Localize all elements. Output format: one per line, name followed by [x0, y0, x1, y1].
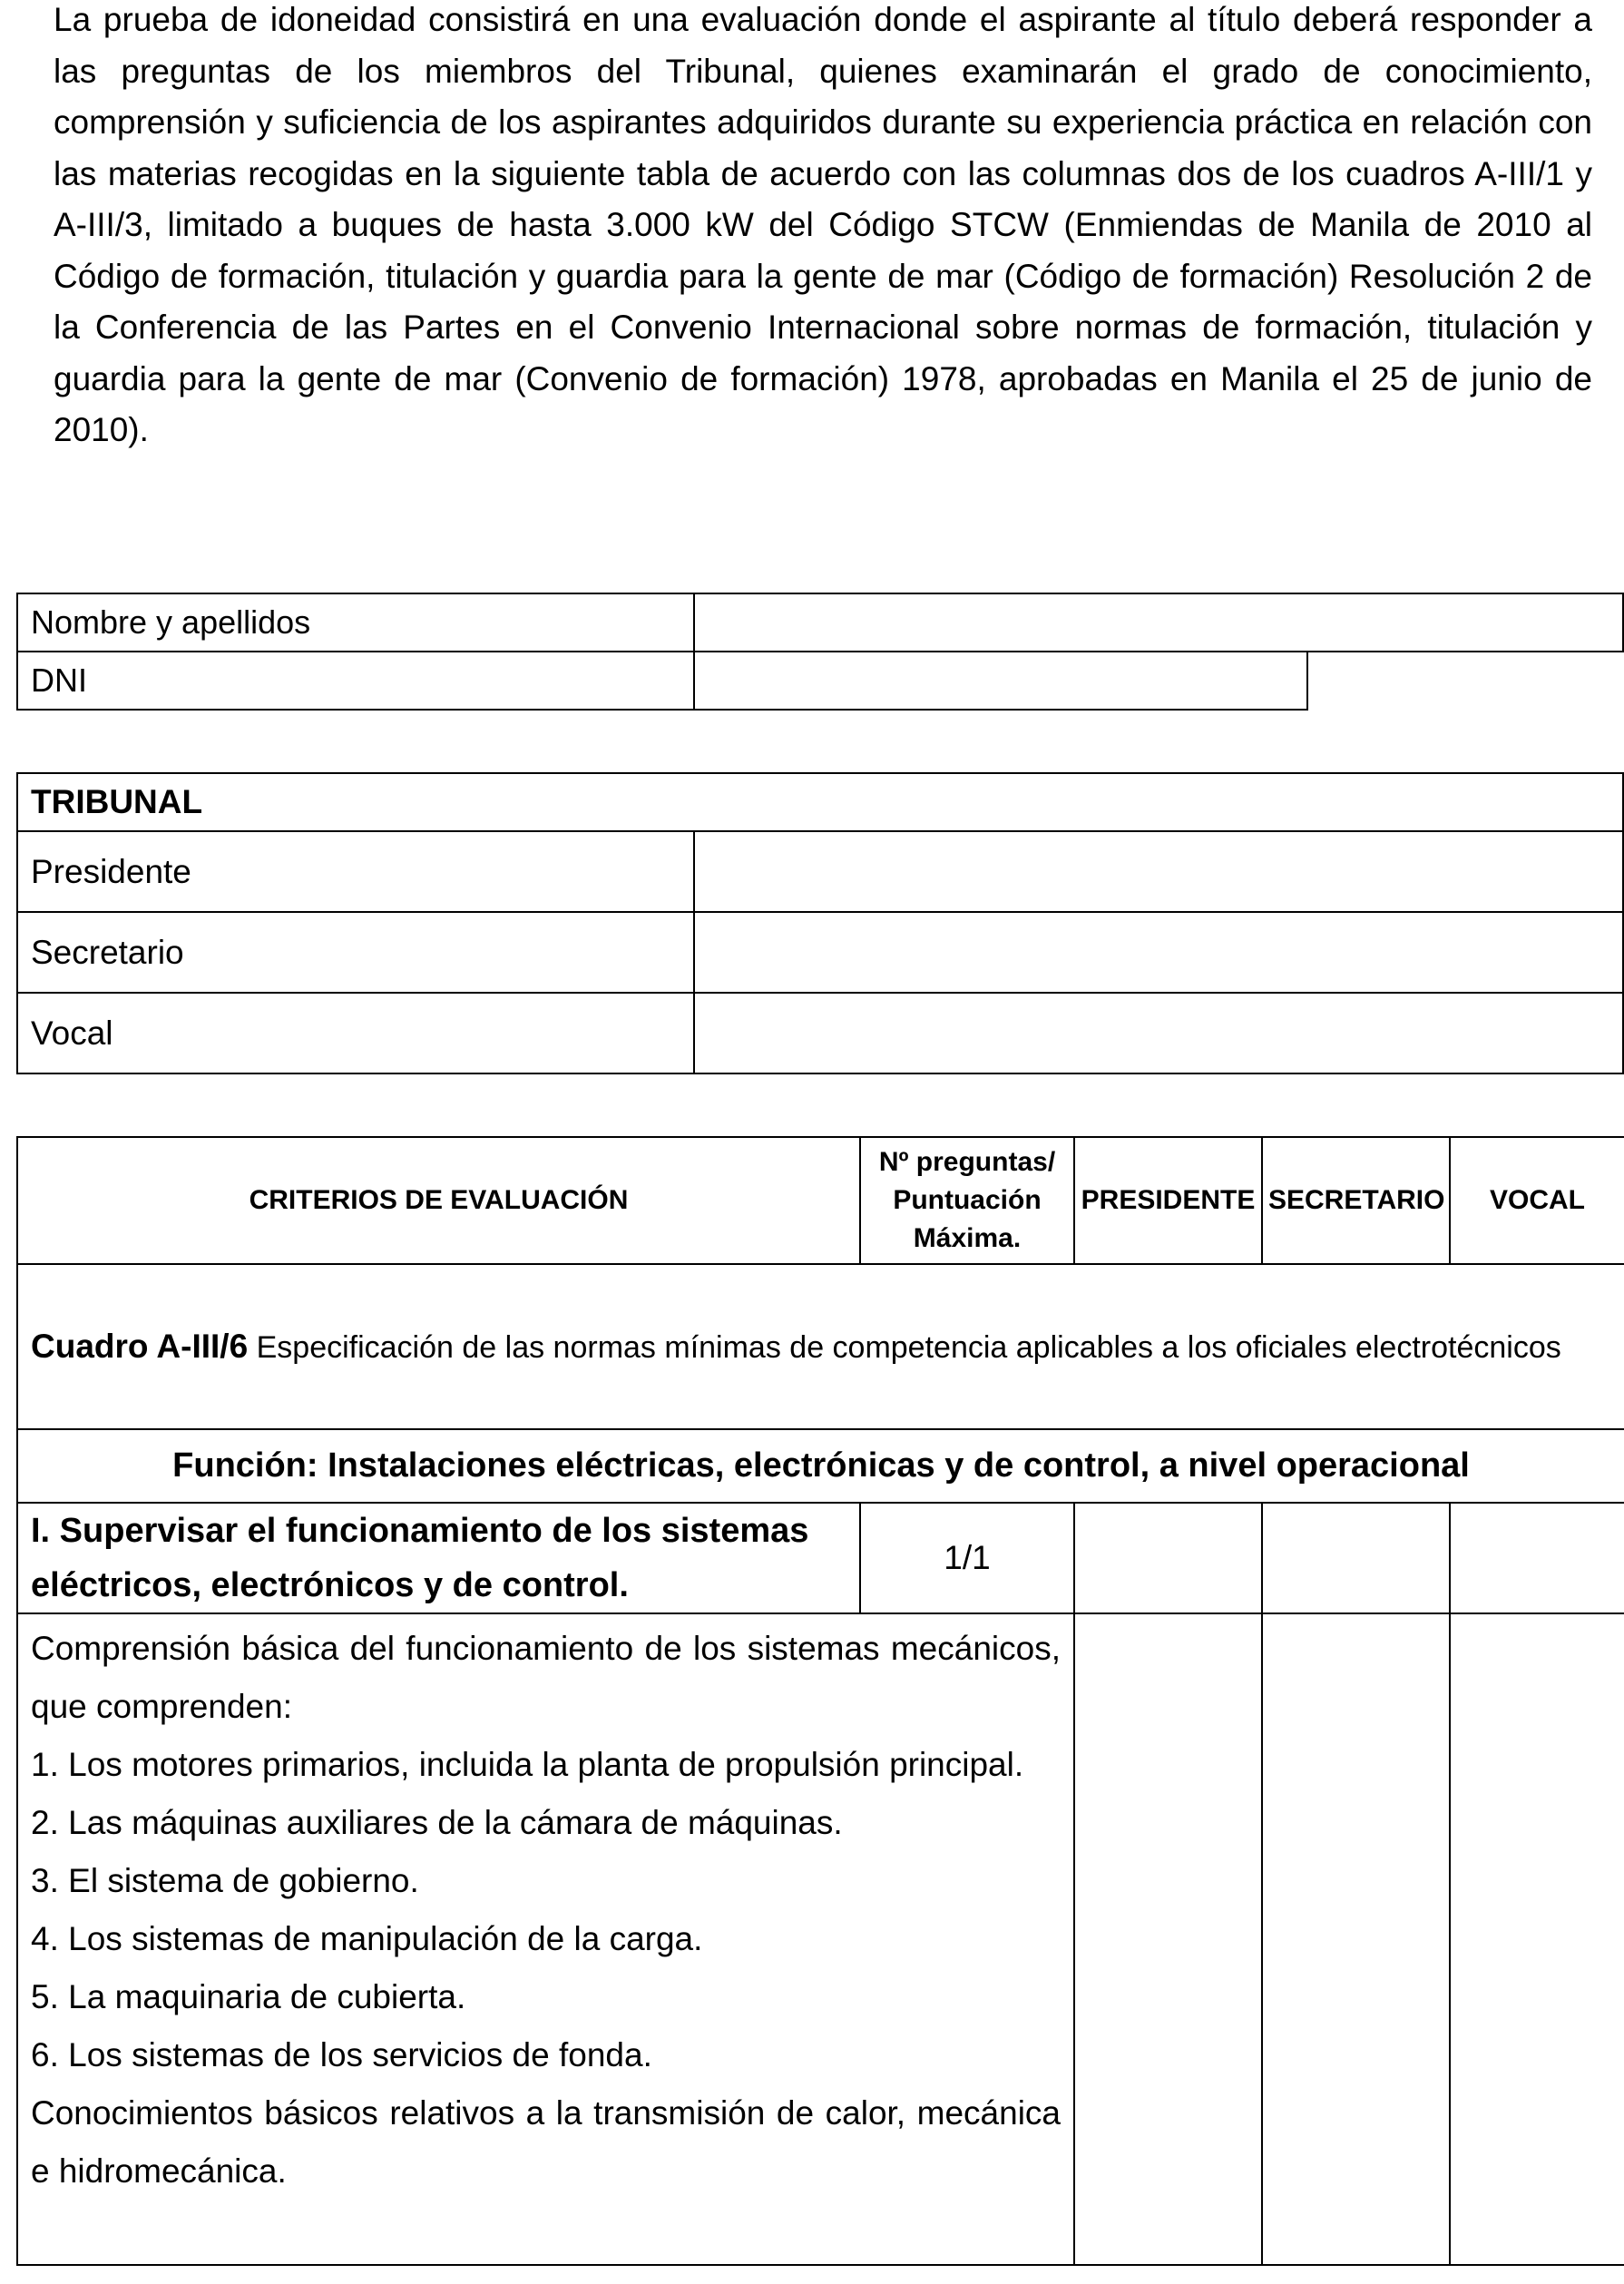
content-line: 1. Los motores primarios, incluida la planta de propulsión principal.: [31, 1746, 1024, 1783]
cuadro-row: [17, 1264, 1624, 1429]
dni-row: [17, 652, 1623, 710]
name-field[interactable]: [694, 593, 1623, 652]
header-vocal: VOCAL: [1450, 1137, 1624, 1264]
section-1-content-row: [17, 1613, 1624, 2265]
cuadro-cell: [17, 1264, 1624, 1429]
criteria-header-row: [17, 1137, 1624, 1264]
header-secretario: SECRETARIO: [1262, 1137, 1450, 1264]
content-line: 4. Los sistemas de manipulación de la carga.: [31, 1920, 703, 1957]
tribunal-field-presidente[interactable]: [694, 831, 1623, 912]
section-1-secretario-field[interactable]: [1262, 1503, 1450, 1613]
content-line: 2. Las máquinas auxiliares de la cámara de máquinas.: [31, 1804, 843, 1841]
content-vocal-field[interactable]: [1450, 1613, 1624, 2265]
section-1-content: [17, 1613, 1074, 2265]
content-presidente-field[interactable]: [1074, 1613, 1262, 2265]
section-1-vocal-field[interactable]: [1450, 1503, 1624, 1613]
tribunal-label-vocal: Vocal: [17, 993, 694, 1073]
tribunal-field-secretario[interactable]: [694, 912, 1623, 993]
section-1-score: 1/1: [860, 1503, 1074, 1613]
intro-paragraph: La prueba de idoneidad consistirá en una evaluación donde el aspirante al título deberá responder a las preguntas de los miembros del Tribunal, quienes examinarán el grado de conocimiento, comprensión y suficiencia de los aspirantes adquiridos durante su experiencia práctica en relación con las materias recogidas en la siguiente tabla de acuerdo con las columnas dos de los cuadros A-III/1 y A-III/3, limitado a buques de hasta 3.000 kW del Código STCW (Enmiendas de Manila de 2010 al Código de formación, titulación y guardia para la gente de mar (Código de formación) Resolución 2 de la Conferencia de las Partes en el Convenio Internacional sobre normas de formación, titulación y guardia para la gente de mar (Convenio de formación) 1978, aprobadas en Manila el 25 de junio de 2010).: [54, 1, 1592, 448]
name-row: [17, 593, 1623, 652]
criteria-table: [16, 1136, 1624, 2266]
content-line: Conocimientos básicos relativos a la transmisión de calor, mecánica e hidromecánica.: [31, 2094, 1061, 2190]
content-secretario-field[interactable]: [1262, 1613, 1450, 2265]
header-criterios: CRITERIOS DE EVALUACIÓN: [17, 1137, 860, 1264]
tribunal-header-row: [17, 773, 1623, 831]
header-preguntas: Nº preguntas/ Puntuación Máxima.: [860, 1137, 1074, 1264]
tribunal-row-vocal: [17, 993, 1623, 1073]
section-1-presidente-field[interactable]: [1074, 1503, 1262, 1613]
funcion-row: [17, 1429, 1624, 1503]
tribunal-field-vocal[interactable]: [694, 993, 1623, 1073]
dni-label: DNI: [17, 652, 694, 710]
content-line: 6. Los sistemas de los servicios de fonda.: [31, 2036, 652, 2073]
cuadro-description: Especificación de las normas mínimas de competencia aplicables a los oficiales electrotécnicos: [248, 1329, 1561, 1365]
section-1-title: I. Supervisar el funcionamiento de los sistemas eléctricos, electrónicos y de control.: [17, 1503, 860, 1613]
content-line: Comprensión básica del funcionamiento de los sistemas mecánicos, que comprenden:: [31, 1630, 1061, 1725]
tribunal-row-secretario: [17, 912, 1623, 993]
dni-row-spacer: [1307, 652, 1623, 710]
identification-table: [16, 593, 1624, 711]
dni-field[interactable]: [694, 652, 1307, 710]
tribunal-label-presidente: Presidente: [17, 831, 694, 912]
tribunal-row-presidente: [17, 831, 1623, 912]
name-label: Nombre y apellidos: [17, 593, 694, 652]
tribunal-label-secretario: Secretario: [17, 912, 694, 993]
content-line: 3. El sistema de gobierno.: [31, 1862, 419, 1899]
section-1-row: [17, 1503, 1624, 1613]
tribunal-title: TRIBUNAL: [17, 773, 1623, 831]
tribunal-table: [16, 772, 1624, 1074]
header-presidente: PRESIDENTE: [1074, 1137, 1262, 1264]
funcion-title: Función: Instalaciones eléctricas, electrónicas y de control, a nivel operacional: [17, 1429, 1624, 1503]
cuadro-code: Cuadro A-III/6: [31, 1327, 249, 1365]
content-line: 5. La maquinaria de cubierta.: [31, 1978, 466, 2015]
